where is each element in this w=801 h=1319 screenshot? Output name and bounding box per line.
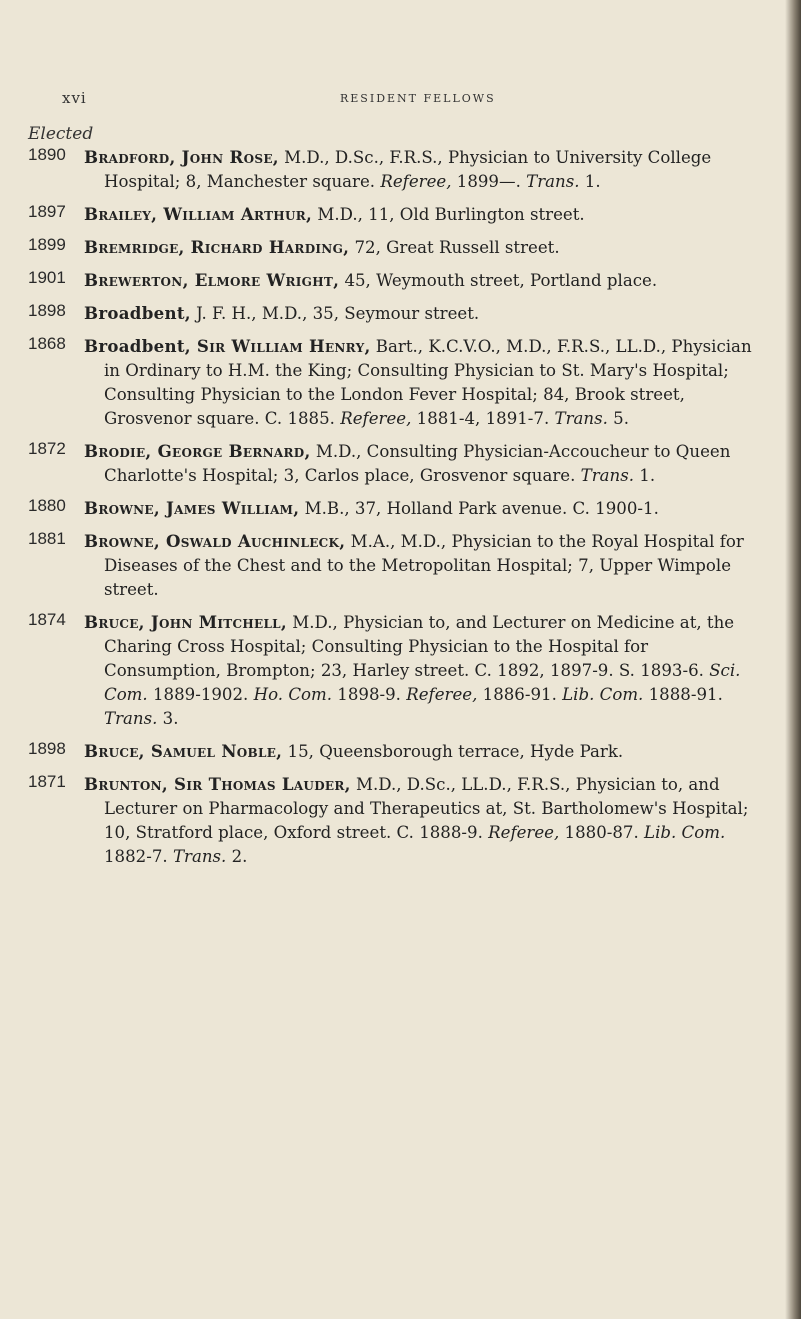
- entry-details: 1898-9.: [332, 685, 407, 704]
- entry-name: Browne, James William,: [84, 498, 300, 518]
- entry-italic: Trans.: [526, 172, 580, 191]
- entry-name: Bruce, John Mitchell,: [84, 612, 288, 632]
- entry-year: 1880: [28, 496, 66, 515]
- entry-year: 1901: [28, 268, 66, 287]
- entry-year: 1871: [28, 772, 66, 791]
- list-item: [28, 301, 768, 326]
- entry-italic: Trans.: [580, 466, 635, 485]
- entry-details: M.D., D.Sc., LL.D., F.R.S., Physician to, and Lecturer on Pharmacology and Therapeutics at, St. Bartholomew's Hospital; 10, Stratford place, Oxford street. C. 1888-9.: [104, 775, 749, 842]
- entry-year: 1872: [28, 439, 66, 458]
- entry-details: 1880-87.: [559, 823, 645, 842]
- running-title: RESIDENT FELLOWS: [340, 92, 496, 105]
- entry-italic: Sci. Com.: [104, 661, 741, 704]
- entry-year: 1881: [28, 529, 66, 548]
- entry-details: 15, Queensborough terrace, Hyde Park.: [282, 742, 624, 761]
- list-item: [28, 235, 768, 260]
- entry-italic: Referee,: [380, 172, 452, 191]
- entry-name: Browne, Oswald Auchinleck,: [84, 531, 346, 551]
- page-number: xvi: [62, 89, 87, 107]
- entry-name: Brodie, George Bernard,: [84, 441, 311, 461]
- entry-italic: Ho. Com.: [253, 685, 333, 704]
- list-item: [28, 772, 768, 869]
- fellows-list: [28, 145, 768, 877]
- list-item: [28, 334, 768, 431]
- entry-year: 1874: [28, 610, 66, 629]
- entry-year: 1868: [28, 334, 66, 353]
- entry-details: 1889-1902.: [147, 685, 254, 704]
- entry-year: 1899: [28, 235, 66, 254]
- entry-details: 1886-91.: [477, 685, 563, 704]
- entry-name: Bremridge, Richard Harding,: [84, 237, 350, 257]
- entry-details: 72, Great Russell street.: [349, 238, 560, 257]
- entry-details: M.D., 11, Old Burlington street.: [312, 205, 585, 224]
- elected-column-heading: Elected: [28, 124, 94, 144]
- entry-details: 1.: [579, 172, 601, 191]
- entry-name: Broadbent,: [84, 303, 191, 323]
- entry-details: M.D., Physician to, and Lecturer on Medicine at, the Charing Cross Hospital; Consulting Physician to the Hospital for Consumption, Brompton; 23, Harley street. C. 1892, 1897-9. S. 1893-6.: [104, 613, 735, 680]
- entry-details: 45, Weymouth street, Portland place.: [339, 271, 658, 290]
- list-item: [28, 496, 768, 521]
- list-item: [28, 610, 768, 731]
- entry-italic: Trans.: [104, 709, 158, 728]
- list-item: [28, 145, 768, 194]
- page-edge-shadow: [785, 0, 801, 1319]
- entry-details: 1888-91.: [643, 685, 723, 704]
- entry-name: Bradford, John Rose,: [84, 147, 279, 167]
- entry-details: 1899—.: [451, 172, 527, 191]
- entry-name: Brailey, William Arthur,: [84, 204, 313, 224]
- entry-details: 2.: [226, 847, 248, 866]
- entry-italic: Lib. Com.: [562, 685, 644, 704]
- entry-italic: Lib. Com.: [644, 823, 726, 842]
- list-item: [28, 739, 768, 764]
- list-item: [28, 202, 768, 227]
- entry-italic: Trans.: [554, 409, 608, 428]
- entry-details: M.B., 37, Holland Park avenue. C. 1900-1.: [299, 499, 659, 518]
- entry-name: Bruce, Samuel Noble,: [84, 741, 283, 761]
- entry-year: 1898: [28, 301, 66, 320]
- entry-details: M.D., D.Sc., F.R.S., Physician to University College Hospital; 8, Manchester square.: [104, 148, 712, 191]
- entry-italic: Trans.: [172, 847, 227, 866]
- entry-year: 1890: [28, 145, 66, 164]
- entry-details: M.D., Consulting Physician-Accoucheur to Queen Charlotte's Hospital; 3, Carlos place, Grosvenor square.: [104, 442, 731, 485]
- list-item: [28, 529, 768, 602]
- entry-name: Broadbent,: [84, 336, 191, 356]
- entry-details: 1881-4, 1891-7.: [411, 409, 555, 428]
- list-item: [28, 268, 768, 293]
- entry-year: 1897: [28, 202, 66, 221]
- entry-italic: Referee,: [406, 685, 478, 704]
- entry-italic: Referee,: [340, 409, 412, 428]
- list-item: [28, 439, 768, 488]
- entry-details: 3.: [157, 709, 179, 728]
- entry-name: Brewerton, Elmore Wright,: [84, 270, 340, 290]
- entry-details: 1.: [634, 466, 656, 485]
- entry-name: Brunton, Sir Thomas Lauder,: [84, 774, 351, 794]
- entry-name-continued: Sir William Henry,: [190, 336, 371, 356]
- entry-details: J. F. H., M.D., 35, Seymour street.: [190, 304, 480, 323]
- entry-details: 1882-7.: [104, 847, 173, 866]
- entry-details: 5.: [607, 409, 630, 428]
- entry-details: M.A., M.D., Physician to the Royal Hospital for Diseases of the Chest and to the Metropolitan Hospital; 7, Upper Wimpole street.: [104, 532, 744, 599]
- entry-details: Bart., K.C.V.O., M.D., F.R.S., LL.D., Physician in Ordinary to H.M. the King; Consulting Physician to St. Mary's Hospital; Consulting Physician to the London Fever Hospital; 84, Brook street, Grosvenor square. C. 1885.: [104, 337, 752, 428]
- entry-year: 1898: [28, 739, 66, 758]
- entry-italic: Referee,: [488, 823, 560, 842]
